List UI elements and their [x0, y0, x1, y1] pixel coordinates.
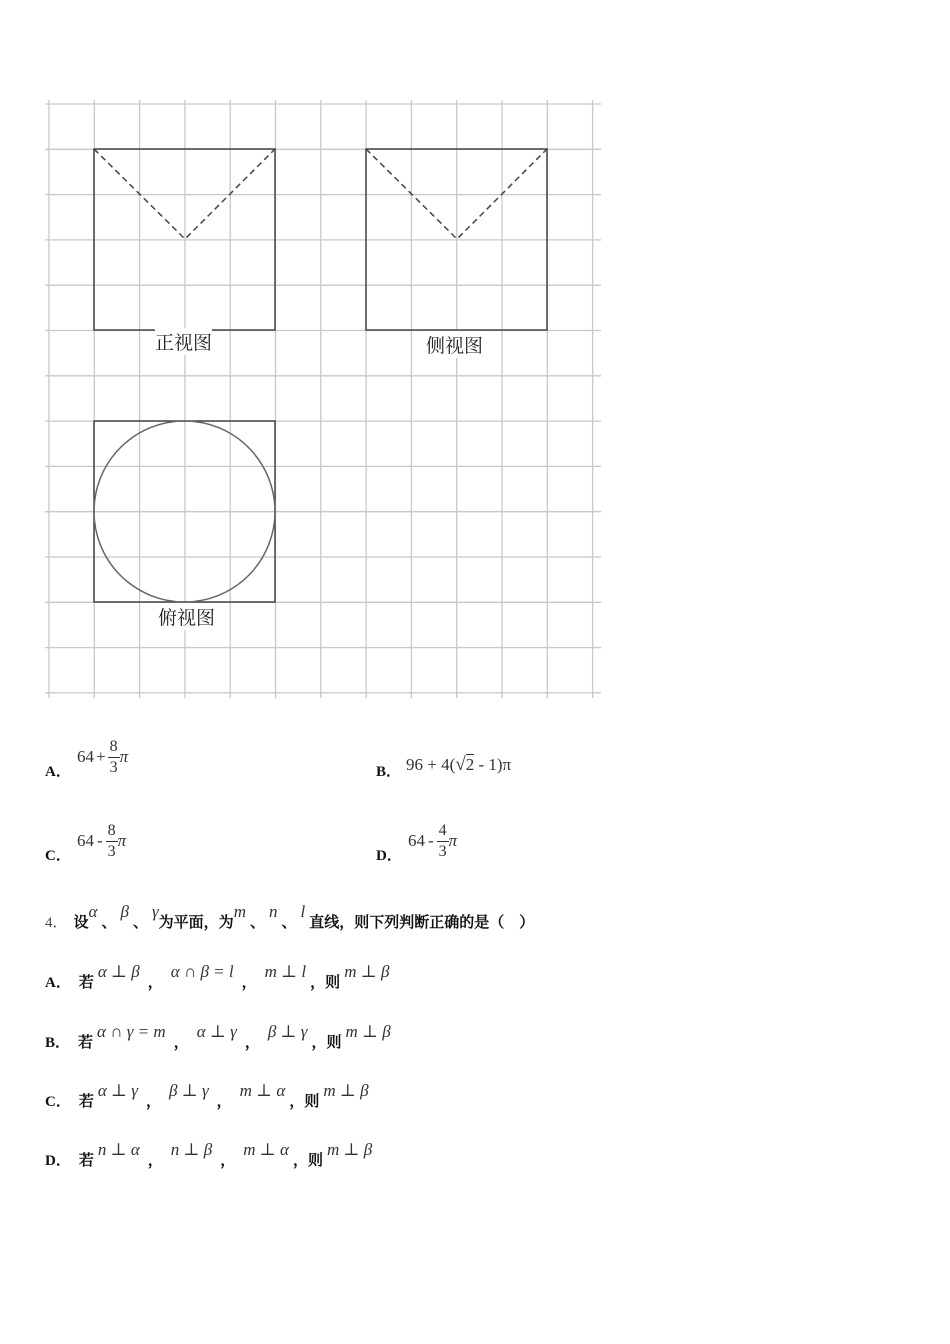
q4-option-d[interactable]: D． 若 n ⊥ α ， n ⊥ β ， m ⊥ α ， 则 m ⊥ β	[45, 1140, 373, 1169]
grid-lines	[45, 100, 601, 698]
caption-side-view: 侧视图	[426, 331, 483, 358]
option-label: B．	[376, 764, 402, 780]
option-label: C．	[45, 848, 71, 864]
option-a-expression: 64 + $\frac{8}{3}$ π	[77, 737, 129, 776]
option-label: D．	[376, 848, 402, 864]
option-b-expression: 96 + 4(√2 - 1)π	[406, 754, 512, 775]
caption-front-view: 正视图	[155, 328, 212, 355]
q4-option-b[interactable]: B． 若 α ∩ γ = m ， α ⊥ γ ， β ⊥ γ ， 则 m ⊥ β	[45, 1022, 391, 1051]
three-view-drawing	[45, 100, 601, 698]
q4-stem: 4． 设 α 、 β 、 γ 为平面，为 m 、 n 、 l 直线，则下列判断正确的是（ ）	[45, 902, 535, 931]
option-c-expression: 64 - $\frac{8}{3}$ π	[77, 821, 127, 860]
three-view-figure	[45, 100, 601, 698]
q4-option-c[interactable]: C． 若 α ⊥ γ ， β ⊥ γ ， m ⊥ α ， 则 m ⊥ β	[45, 1081, 369, 1110]
q4-option-a[interactable]: A． 若 α ⊥ β ， α ∩ β = l ， m ⊥ l ， 则 m ⊥ β	[45, 962, 390, 991]
option-d-expression: 64 - $\frac{4}{3}$ π	[408, 821, 458, 860]
caption-top-view: 俯视图	[158, 603, 215, 630]
option-label: A．	[45, 764, 71, 780]
